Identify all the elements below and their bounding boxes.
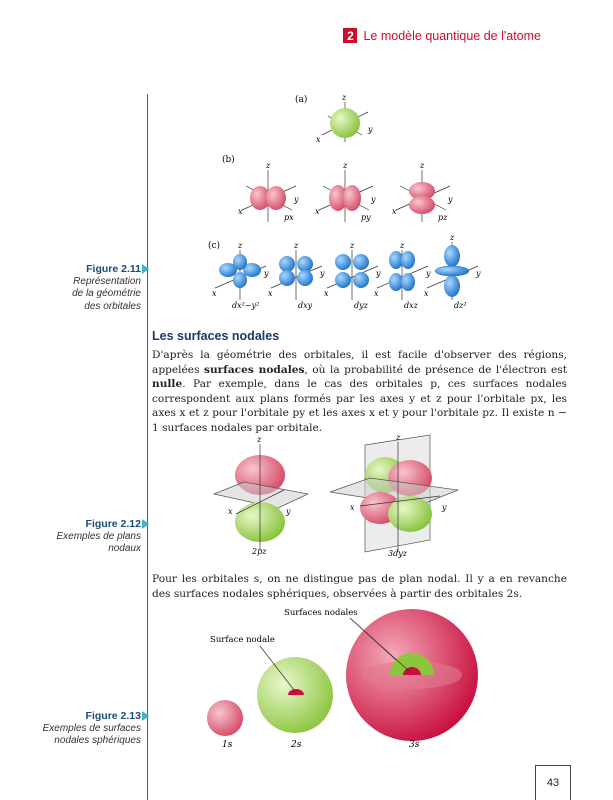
panel-label-b: (b) <box>222 155 235 165</box>
section-title: Les surfaces nodales <box>152 329 280 343</box>
figure-2-12-caption <box>57 518 142 556</box>
svg-text:x: x <box>212 289 217 298</box>
orbital-label: 1s <box>222 740 233 750</box>
svg-text:x: x <box>238 207 243 216</box>
figure-2-11-caption <box>72 263 141 313</box>
arrow-marker-icon <box>142 519 149 529</box>
svg-text:y: y <box>448 195 453 204</box>
svg-text:x: x <box>268 289 273 298</box>
running-header <box>343 28 541 43</box>
orbital-label: dxy <box>298 301 313 310</box>
orbital-label: dx²−y² <box>232 301 260 310</box>
figure-number: Figure 2.11 <box>86 263 141 275</box>
arrow-marker-icon <box>142 264 149 274</box>
svg-text:x: x <box>424 289 429 298</box>
figure-2-12-nodal-planes <box>200 430 470 560</box>
svg-text:z: z <box>257 435 262 444</box>
page-number: 43 <box>535 765 571 800</box>
orbital-label: 3dyz <box>388 549 407 558</box>
svg-text:x: x <box>324 289 329 298</box>
svg-text:z: z <box>294 241 299 250</box>
svg-text:z: z <box>450 233 455 242</box>
axis-label: z <box>342 93 347 102</box>
figure-number: Figure 2.12 <box>85 518 141 530</box>
annotation-surfaces-nodales: Surfaces nodales <box>284 608 358 618</box>
caption-line: nodaux <box>108 543 141 554</box>
chapter-number: 2 <box>343 28 357 43</box>
margin-rule <box>147 94 148 800</box>
caption-line: Représentation <box>73 275 141 287</box>
svg-text:z: z <box>238 241 243 250</box>
orbital-label: pz <box>438 213 448 222</box>
orbital-label: dxz <box>404 301 418 310</box>
orbital-label: 2s <box>291 740 302 750</box>
svg-text:x: x <box>315 207 320 216</box>
chapter-title: Le modèle quantique de l'atome <box>363 28 541 43</box>
paragraph-2: Pour les orbitales s, on ne distingue pas de plan nodal. Il y a en revanche des surfaces nodales sphériques, observées à partir des orbitales 2s. <box>152 573 567 600</box>
svg-text:y: y <box>286 507 291 516</box>
svg-text:z: z <box>266 161 271 170</box>
d-orbitals <box>212 233 481 310</box>
orbital-label: py <box>361 213 371 222</box>
paragraph-1: D'après la géométrie des orbitales, il est facile d'observer des régions, appelées surfaces nodales, où la probabilité de présence de l'électron est nulle. Par exemple, dans le cas des orbitales p, ces surfaces nodales correspondent aux plans formés par les axes y et z pour l'orbitale px, les axes x et z pour l'orbitale py et les axes x et y pour l'orbitale pz. Il existe n − 1 surfaces nodales par orbitale. <box>152 349 567 434</box>
svg-text:y: y <box>264 269 269 278</box>
panel-label-a: (a) <box>295 95 308 105</box>
svg-text:z: z <box>350 241 355 250</box>
axis-label: y <box>368 125 373 134</box>
orbital-label: px <box>284 213 294 222</box>
axis-label: x <box>316 135 321 144</box>
orbital-label: dyz <box>354 301 368 310</box>
svg-text:z: z <box>400 241 405 250</box>
svg-text:y: y <box>426 269 431 278</box>
s-orbital <box>330 108 360 138</box>
svg-text:z: z <box>420 161 425 170</box>
caption-line: Exemples de plans <box>56 530 141 542</box>
p-orbitals <box>238 161 453 222</box>
figure-2-11-orbitals <box>200 90 500 315</box>
arrow-marker-icon <box>142 711 149 721</box>
svg-text:z: z <box>396 433 401 442</box>
panel-label-c: (c) <box>208 241 221 251</box>
svg-text:y: y <box>371 195 376 204</box>
svg-text:y: y <box>476 269 481 278</box>
orbital-label: dz² <box>454 301 467 310</box>
svg-text:y: y <box>320 269 325 278</box>
svg-text:y: y <box>294 195 299 204</box>
svg-text:x: x <box>228 507 233 516</box>
orbital-label: 2pz <box>252 547 267 556</box>
orbital-1s <box>207 700 243 736</box>
caption-line: nodales sphériques <box>54 735 141 746</box>
svg-text:y: y <box>376 269 381 278</box>
caption-line: des orbitales <box>84 300 141 312</box>
caption-line: de la géométrie <box>72 288 141 299</box>
annotation-surface-nodale: Surface nodale <box>210 635 275 645</box>
svg-text:z: z <box>343 161 348 170</box>
caption-line: Exemples de surfaces <box>42 722 141 734</box>
svg-text:x: x <box>374 289 379 298</box>
svg-text:y: y <box>442 503 447 512</box>
orbital-label: 3s <box>409 740 420 750</box>
figure-2-13-caption <box>43 710 141 748</box>
svg-text:x: x <box>392 207 397 216</box>
figure-number: Figure 2.13 <box>85 710 141 722</box>
svg-text:x: x <box>350 503 355 512</box>
figure-2-13-spherical-nodes <box>200 600 500 755</box>
